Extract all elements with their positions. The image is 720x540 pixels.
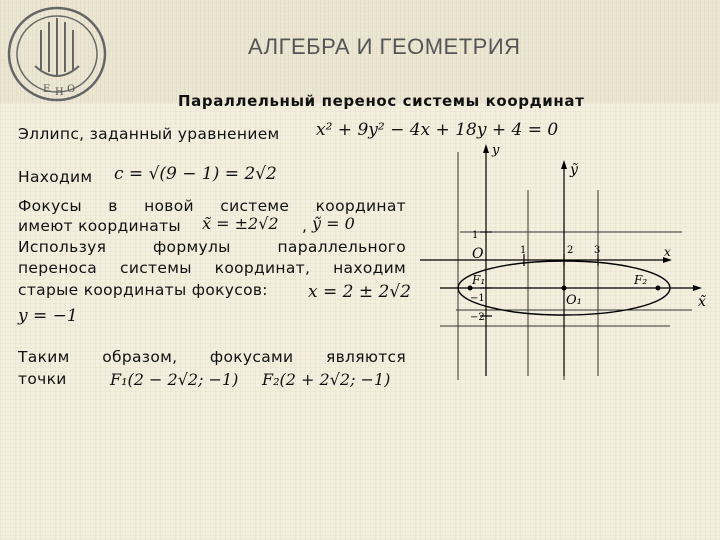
logo-letter-e: Е [43, 84, 51, 95]
y-axis-arrow [483, 144, 489, 153]
new-y-axis-arrow [561, 160, 567, 169]
ellipse-intro-text: Эллипс, заданный уравнением [18, 125, 280, 143]
foci-paragraph-row4 [18, 259, 406, 277]
focus-f2: F₂(2 + 2√2; −1) [262, 370, 391, 389]
word: Таким [18, 348, 70, 366]
label-y: y [492, 143, 500, 158]
word: переноса [18, 259, 98, 277]
conclusion-row1 [18, 348, 406, 366]
new-x-axis-arrow [693, 285, 702, 291]
center-o1-point [562, 286, 567, 291]
tick-label-2: 2 [567, 245, 574, 256]
word: являются [325, 348, 406, 366]
word: Фокусы [18, 197, 82, 215]
new-x-coord: x̃ = ±2√2 [202, 214, 279, 233]
word: формулы [153, 238, 231, 256]
old-x-coord: x = 2 ± 2√2 [308, 282, 411, 302]
find-text: Находим [18, 168, 93, 186]
label-xtilde: x̃ [698, 294, 706, 310]
foci-paragraph-row1 [18, 197, 406, 215]
comma: , [302, 217, 308, 235]
tick-label-ym1: −1 [470, 293, 485, 304]
word: фокусами [209, 348, 294, 366]
word: параллельного [277, 238, 406, 256]
foci-paragraph-row3 [18, 238, 406, 256]
new-y-coord: ỹ = 0 [312, 214, 355, 233]
old-y-coord: y = −1 [18, 306, 78, 326]
label-f1: F₁ [472, 273, 486, 287]
tick-label-ym2: −2 [470, 312, 485, 323]
word: образом, [102, 348, 178, 366]
word: находим [333, 259, 406, 277]
ellipse-equation: x² + 9y² − 4x + 18y + 4 = 0 [316, 120, 559, 140]
slide-title: АЛГЕБРА И ГЕОМЕТРИЯ [248, 34, 521, 59]
tick-label-1: 1 [520, 245, 527, 256]
word: в [108, 197, 118, 215]
label-f2: F₂ [634, 273, 648, 287]
tick-label-y1: 1 [472, 230, 479, 241]
label-origin: O [472, 246, 484, 262]
word: координат, [214, 259, 311, 277]
label-origin1: O₁ [566, 293, 582, 308]
word: системы [120, 259, 192, 277]
focus-f1: F₁(2 − 2√2; −1) [110, 370, 239, 389]
tick-label-3: 3 [594, 245, 601, 256]
conclusion-row2: точки [18, 370, 67, 388]
ellipse-diagram [420, 140, 716, 386]
label-ytilde: ỹ [570, 162, 578, 178]
logo-letter-n: Н [55, 87, 64, 98]
logo-letter-o: О [67, 84, 76, 95]
foci-paragraph-row5: старые координаты фокусов: [18, 281, 268, 299]
university-logo [5, 4, 109, 106]
c-equation: c = √(9 − 1) = 2√2 [114, 164, 277, 184]
section-heading: Параллельный перенос системы координат [178, 92, 585, 110]
word: системе [220, 197, 290, 215]
label-x: x [664, 245, 671, 259]
foci-paragraph-row2: имеют координаты [18, 217, 181, 235]
focus-f2-point [656, 286, 661, 291]
word: координат [315, 197, 406, 215]
word: новой [144, 197, 194, 215]
word: Используя [18, 238, 107, 256]
